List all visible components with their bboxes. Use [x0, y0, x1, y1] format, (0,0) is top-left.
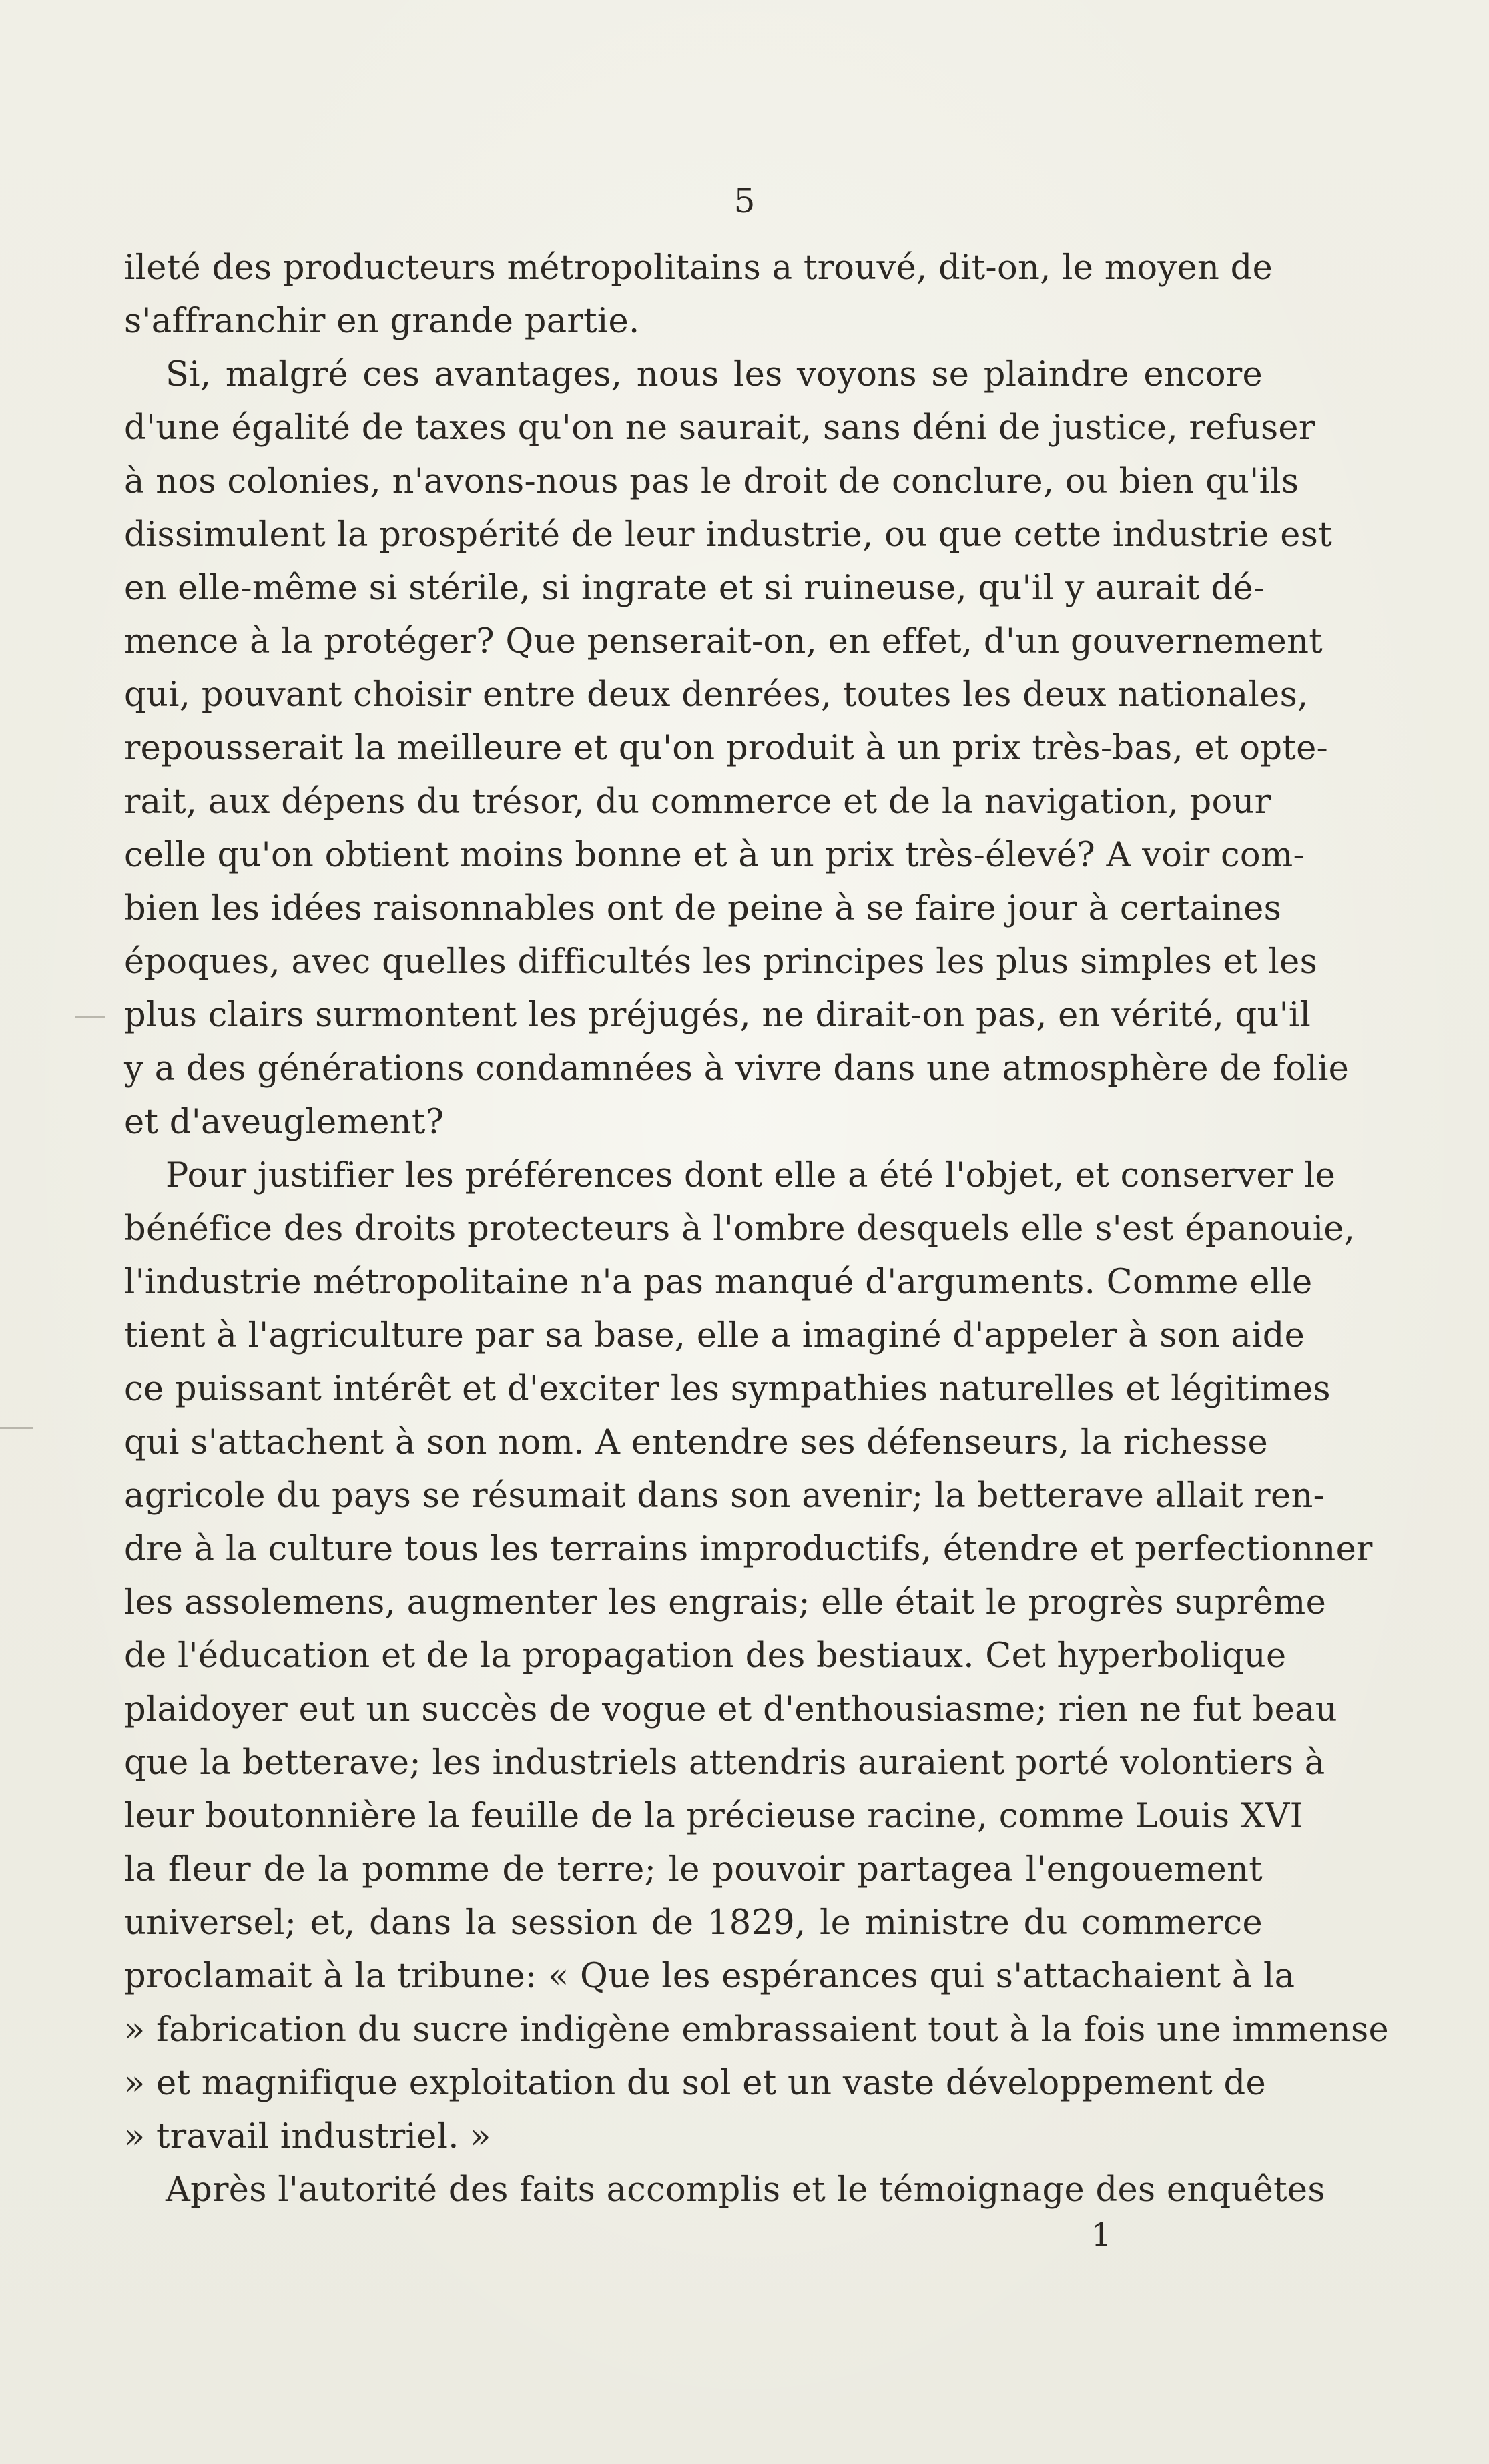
text-line: mence à la protéger? Que penserait-on, en effet, d'un gouvernement: [124, 622, 1323, 661]
text-line: dre à la culture tous les terrains improductifs, étendre et perfectionner: [124, 1530, 1373, 1569]
text-line: Après l'autorité des faits accomplis et le témoignage des enquêtes: [166, 2170, 1325, 2210]
text-line: plus clairs surmontent les préjugés, ne dirait-on pas, en vérité, qu'il: [124, 996, 1311, 1035]
text-line: agricole du pays se résumait dans son avenir; la betterave allait ren-: [124, 1476, 1325, 1516]
text-line: » fabrication du sucre indigène embrassaient tout à la fois une immense: [124, 2010, 1389, 2050]
text-line: Si, malgré ces avantages, nous les voyons se plaindre encore: [166, 355, 1263, 394]
text-line: tient à l'agriculture par sa base, elle a imaginé d'appeler à son aide: [124, 1316, 1305, 1355]
text-line: les assolemens, augmenter les engrais; elle était le progrès suprême: [124, 1583, 1327, 1622]
signature-mark: 1: [1091, 2216, 1112, 2254]
text-line: ce puissant intérêt et d'exciter les sympathies naturelles et légitimes: [124, 1369, 1331, 1409]
text-line: s'affranchir en grande partie.: [124, 302, 640, 341]
text-line: en elle-même si stérile, si ingrate et si ruineuse, qu'il y aurait dé-: [124, 569, 1265, 608]
text-line: leur boutonnière la feuille de la précieuse racine, comme Louis XVI: [124, 1797, 1304, 1836]
text-line: bien les idées raisonnables ont de peine à se faire jour à certaines: [124, 889, 1282, 928]
text-line: rait, aux dépens du trésor, du commerce et de la navigation, pour: [124, 782, 1271, 822]
text-line: dissimulent la prospérité de leur industrie, ou que cette industrie est: [124, 515, 1333, 555]
page-number: 5: [733, 182, 756, 220]
text-line: qui, pouvant choisir entre deux denrées, toutes les deux nationales,: [124, 675, 1309, 715]
text-line: celle qu'on obtient moins bonne et à un prix très-élevé? A voir com-: [124, 836, 1305, 875]
text-line: ileté des producteurs métropolitains a trouvé, dit-on, le moyen de: [124, 248, 1273, 288]
text-line: » travail industriel. »: [124, 2117, 491, 2156]
text-line: y a des générations condamnées à vivre dans une atmosphère de folie: [124, 1049, 1350, 1089]
text-line: repousserait la meilleure et qu'on produit à un prix très-bas, et opte-: [124, 729, 1329, 768]
text-line: qui s'attachent à son nom. A entendre ses défenseurs, la richesse: [124, 1423, 1268, 1462]
margin-mark: [0, 1427, 33, 1429]
text-line: bénéfice des droits protecteurs à l'ombre desquels elle s'est épanouie,: [124, 1209, 1356, 1249]
text-line: époques, avec quelles difficultés les principes les plus simples et les: [124, 942, 1318, 982]
text-line: l'industrie métropolitaine n'a pas manqué d'arguments. Comme elle: [124, 1263, 1313, 1302]
text-line: proclamait à la tribune: « Que les espérances qui s'attachaient à la: [124, 1957, 1295, 1996]
text-line: d'une égalité de taxes qu'on ne saurait, sans déni de justice, refuser: [124, 408, 1315, 448]
margin-mark: [75, 1016, 105, 1018]
text-line: » et magnifique exploitation du sol et un vaste développement de: [124, 2064, 1266, 2103]
text-line: plaidoyer eut un succès de vogue et d'enthousiasme; rien ne fut beau: [124, 1690, 1337, 1729]
body-text: [124, 242, 1389, 2217]
text-line: universel; et, dans la session de 1829, le ministre du commerce: [124, 1903, 1263, 1943]
text-line: de l'éducation et de la propagation des bestiaux. Cet hyperbolique: [124, 1636, 1287, 1676]
text-line: et d'aveuglement?: [124, 1103, 444, 1142]
text-line: Pour justifier les préférences dont elle a été l'objet, et conserver le: [166, 1156, 1336, 1195]
text-line: que la betterave; les industriels attendris auraient porté volontiers à: [124, 1743, 1325, 1783]
text-line: la fleur de la pomme de terre; le pouvoir partagea l'engouement: [124, 1850, 1263, 1889]
text-line: à nos colonies, n'avons-nous pas le droit de conclure, ou bien qu'ils: [124, 462, 1299, 501]
